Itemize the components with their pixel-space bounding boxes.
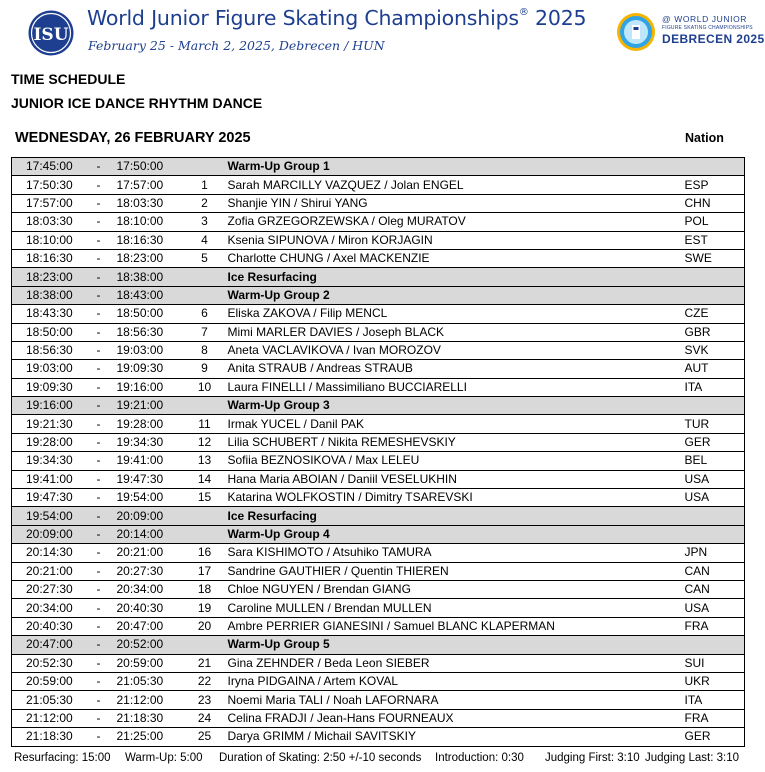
footer-judging-last: Judging Last: 3:10 [645, 752, 739, 764]
event-subtitle: February 25 - March 2, 2025, Debrecen / HUN [88, 38, 385, 53]
start-time: 18:56:30 [12, 341, 84, 359]
end-time: 18:03:30 [114, 194, 184, 212]
nation-code: TUR [681, 415, 745, 433]
nation-code: CAN [681, 580, 745, 598]
end-time: 19:47:30 [114, 470, 184, 488]
schedule-skater-row [12, 709, 745, 727]
start-time: 19:41:00 [12, 470, 84, 488]
end-time: 19:54:00 [114, 489, 184, 507]
time-separator: - [84, 341, 114, 359]
nation-code [681, 397, 745, 415]
start-time: 20:47:00 [12, 636, 84, 654]
starting-number: 4 [184, 231, 226, 249]
nation-code: UKR [681, 672, 745, 690]
starting-number: 16 [184, 544, 226, 562]
schedule-skater-row [12, 617, 745, 635]
nation-code: JPN [681, 544, 745, 562]
end-time: 18:10:00 [114, 213, 184, 231]
starting-number: 20 [184, 617, 226, 635]
nation-code: USA [681, 599, 745, 617]
nation-code: EST [681, 231, 745, 249]
time-separator: - [84, 158, 114, 176]
nation-code [681, 268, 745, 286]
schedule-skater-row [12, 305, 745, 323]
nation-code: AUT [681, 360, 745, 378]
time-separator: - [84, 617, 114, 635]
end-time: 20:14:00 [114, 525, 184, 543]
start-time: 17:45:00 [12, 158, 84, 176]
end-time: 18:43:00 [114, 286, 184, 304]
skater-names: Charlotte CHUNG / Axel MACKENZIE [226, 249, 681, 267]
time-separator: - [84, 489, 114, 507]
skater-names: Eliska ZAKOVA / Filip MENCL [226, 305, 681, 323]
time-separator: - [84, 452, 114, 470]
schedule-skater-row [12, 489, 745, 507]
footer-resurfacing: Resurfacing: 15:00 [14, 752, 111, 764]
time-separator: - [84, 672, 114, 690]
nation-code: CZE [681, 305, 745, 323]
championship-emblem-icon [616, 12, 656, 52]
skater-names: Irmak YUCEL / Danil PAK [226, 415, 681, 433]
skater-names: Sofiia BEZNOSIKOVA / Max LELEU [226, 452, 681, 470]
block-label: Warm-Up Group 2 [226, 286, 681, 304]
start-time: 20:40:30 [12, 617, 84, 635]
start-time: 18:10:00 [12, 231, 84, 249]
nation-code: SWE [681, 249, 745, 267]
start-time: 20:52:30 [12, 654, 84, 672]
time-separator: - [84, 709, 114, 727]
time-separator: - [84, 470, 114, 488]
nation-code: FRA [681, 617, 745, 635]
start-time: 19:09:30 [12, 378, 84, 396]
block-label: Warm-Up Group 5 [226, 636, 681, 654]
starting-number: 23 [184, 691, 226, 709]
starting-number: 5 [184, 249, 226, 267]
schedule-table [11, 157, 745, 747]
end-time: 21:12:00 [114, 691, 184, 709]
time-separator: - [84, 654, 114, 672]
starting-number: 18 [184, 580, 226, 598]
starting-number [184, 286, 226, 304]
time-separator: - [84, 507, 114, 525]
footer-introduction: Introduction: 0:30 [435, 752, 524, 764]
start-time: 20:59:00 [12, 672, 84, 690]
time-separator: - [84, 305, 114, 323]
end-time: 20:40:30 [114, 599, 184, 617]
schedule-skater-row [12, 544, 745, 562]
start-time: 18:38:00 [12, 286, 84, 304]
start-time: 21:05:30 [12, 691, 84, 709]
schedule-skater-row [12, 728, 745, 746]
time-separator: - [84, 323, 114, 341]
time-separator: - [84, 433, 114, 451]
skater-names: Hana Maria ABOIAN / Daniil VESELUKHIN [226, 470, 681, 488]
end-time: 19:41:00 [114, 452, 184, 470]
end-time: 21:05:30 [114, 672, 184, 690]
skater-names: Mimi MARLER DAVIES / Joseph BLACK [226, 323, 681, 341]
skater-names: Celina FRADJI / Jean-Hans FOURNEAUX [226, 709, 681, 727]
start-time: 19:03:00 [12, 360, 84, 378]
schedule-skater-row [12, 176, 745, 194]
starting-number [184, 397, 226, 415]
time-separator: - [84, 176, 114, 194]
end-time: 18:23:00 [114, 249, 184, 267]
skater-names: Anita STRAUB / Andreas STRAUB [226, 360, 681, 378]
skater-names: Shanjie YIN / Shirui YANG [226, 194, 681, 212]
skater-names: Laura FINELLI / Massimiliano BUCCIARELLI [226, 378, 681, 396]
skater-names: Darya GRIMM / Michail SAVITSKIY [226, 728, 681, 746]
footer-notes [0, 752, 753, 770]
svg-text:ISU: ISU [33, 25, 69, 45]
time-separator: - [84, 378, 114, 396]
starting-number: 24 [184, 709, 226, 727]
start-time: 19:28:00 [12, 433, 84, 451]
start-time: 20:09:00 [12, 525, 84, 543]
end-time: 19:03:00 [114, 341, 184, 359]
nation-code [681, 507, 745, 525]
nation-code: ITA [681, 691, 745, 709]
start-time: 20:34:00 [12, 599, 84, 617]
schedule-block-row [12, 397, 745, 415]
schedule-skater-row [12, 378, 745, 396]
nation-code: BEL [681, 452, 745, 470]
nation-code [681, 286, 745, 304]
start-time: 19:21:30 [12, 415, 84, 433]
start-time: 18:03:30 [12, 213, 84, 231]
document-subtitle: JUNIOR ICE DANCE RHYTHM DANCE [11, 95, 263, 111]
schedule-skater-row [12, 672, 745, 690]
schedule-block-row [12, 268, 745, 286]
schedule-skater-row [12, 194, 745, 212]
schedule-skater-row [12, 654, 745, 672]
time-separator: - [84, 636, 114, 654]
end-time: 17:50:00 [114, 158, 184, 176]
start-time: 18:23:00 [12, 268, 84, 286]
nation-code: CHN [681, 194, 745, 212]
nation-code: USA [681, 489, 745, 507]
skater-names: Noemi Maria TALI / Noah LAFORNARA [226, 691, 681, 709]
skater-names: Ambre PERRIER GIANESINI / Samuel BLANC KLAPERMAN [226, 617, 681, 635]
time-separator: - [84, 194, 114, 212]
starting-number [184, 268, 226, 286]
block-label: Warm-Up Group 4 [226, 525, 681, 543]
championship-logo-text: @ WORLD JUNIOR FIGURE SKATING CHAMPIONSHIPS DEBRECEN 2025 [662, 14, 765, 46]
time-separator: - [84, 213, 114, 231]
starting-number [184, 525, 226, 543]
nation-code: SUI [681, 654, 745, 672]
start-time: 18:50:00 [12, 323, 84, 341]
skater-names: Aneta VACLAVIKOVA / Ivan MOROZOV [226, 341, 681, 359]
skater-names: Ksenia SIPUNOVA / Miron KORJAGIN [226, 231, 681, 249]
nation-code: USA [681, 470, 745, 488]
nation-code [681, 158, 745, 176]
start-time: 19:47:30 [12, 489, 84, 507]
starting-number: 25 [184, 728, 226, 746]
schedule-block-row [12, 525, 745, 543]
nation-code: GBR [681, 323, 745, 341]
nation-code: ITA [681, 378, 745, 396]
end-time: 21:18:30 [114, 709, 184, 727]
end-time: 18:50:00 [114, 305, 184, 323]
starting-number [184, 636, 226, 654]
starting-number: 11 [184, 415, 226, 433]
footer-judging-first: Judging First: 3:10 [545, 752, 640, 764]
isu-logo [27, 9, 75, 57]
time-separator: - [84, 562, 114, 580]
document-title: TIME SCHEDULE [11, 71, 126, 87]
nation-code: SVK [681, 341, 745, 359]
skater-names: Sandrine GAUTHIER / Quentin THIEREN [226, 562, 681, 580]
start-time: 21:18:30 [12, 728, 84, 746]
schedule-block-row [12, 636, 745, 654]
schedule-skater-row [12, 213, 745, 231]
time-separator: - [84, 728, 114, 746]
time-separator: - [84, 231, 114, 249]
schedule-skater-row [12, 452, 745, 470]
skater-names: Caroline MULLEN / Brendan MULLEN [226, 599, 681, 617]
schedule-skater-row [12, 580, 745, 598]
start-time: 21:12:00 [12, 709, 84, 727]
time-separator: - [84, 691, 114, 709]
end-time: 19:09:30 [114, 360, 184, 378]
nation-code: ESP [681, 176, 745, 194]
end-time: 20:47:00 [114, 617, 184, 635]
nation-column-header: Nation [685, 131, 724, 145]
footer-warmup: Warm-Up: 5:00 [125, 752, 203, 764]
starting-number: 6 [184, 305, 226, 323]
event-title: World Junior Figure Skating Championships® 2025 [87, 6, 587, 30]
nation-code: FRA [681, 709, 745, 727]
end-time: 19:21:00 [114, 397, 184, 415]
starting-number: 19 [184, 599, 226, 617]
starting-number: 10 [184, 378, 226, 396]
end-time: 20:59:00 [114, 654, 184, 672]
start-time: 19:34:30 [12, 452, 84, 470]
end-time: 20:27:30 [114, 562, 184, 580]
start-time: 20:21:00 [12, 562, 84, 580]
starting-number: 2 [184, 194, 226, 212]
schedule-date: WEDNESDAY, 26 FEBRUARY 2025 [15, 130, 251, 146]
start-time: 17:50:30 [12, 176, 84, 194]
starting-number: 22 [184, 672, 226, 690]
starting-number: 17 [184, 562, 226, 580]
starting-number: 15 [184, 489, 226, 507]
skater-names: Zofia GRZEGORZEWSKA / Oleg MURATOV [226, 213, 681, 231]
schedule-skater-row [12, 691, 745, 709]
schedule-block-row [12, 286, 745, 304]
end-time: 19:16:00 [114, 378, 184, 396]
page-header [0, 0, 765, 62]
skater-names: Sara KISHIMOTO / Atsuhiko TAMURA [226, 544, 681, 562]
starting-number: 1 [184, 176, 226, 194]
time-separator: - [84, 268, 114, 286]
schedule-block-row [12, 158, 745, 176]
block-label: Ice Resurfacing [226, 507, 681, 525]
starting-number [184, 507, 226, 525]
nation-code: POL [681, 213, 745, 231]
time-separator: - [84, 544, 114, 562]
skater-names: Sarah MARCILLY VAZQUEZ / Jolan ENGEL [226, 176, 681, 194]
start-time: 20:27:30 [12, 580, 84, 598]
skater-names: Lilia SCHUBERT / Nikita REMESHEVSKIY [226, 433, 681, 451]
time-separator: - [84, 580, 114, 598]
starting-number: 13 [184, 452, 226, 470]
time-separator: - [84, 415, 114, 433]
schedule-skater-row [12, 249, 745, 267]
end-time: 20:34:00 [114, 580, 184, 598]
skater-names: Gina ZEHNDER / Beda Leon SIEBER [226, 654, 681, 672]
schedule-block-row [12, 507, 745, 525]
start-time: 18:43:30 [12, 305, 84, 323]
block-label: Ice Resurfacing [226, 268, 681, 286]
starting-number: 21 [184, 654, 226, 672]
end-time: 19:34:30 [114, 433, 184, 451]
skater-names: Chloe NGUYEN / Brendan GIANG [226, 580, 681, 598]
schedule-skater-row [12, 599, 745, 617]
time-separator: - [84, 525, 114, 543]
starting-number: 9 [184, 360, 226, 378]
nation-code: CAN [681, 562, 745, 580]
nation-code [681, 636, 745, 654]
schedule-skater-row [12, 323, 745, 341]
end-time: 18:56:30 [114, 323, 184, 341]
start-time: 18:16:30 [12, 249, 84, 267]
starting-number: 8 [184, 341, 226, 359]
end-time: 18:38:00 [114, 268, 184, 286]
block-label: Warm-Up Group 3 [226, 397, 681, 415]
end-time: 19:28:00 [114, 415, 184, 433]
starting-number: 3 [184, 213, 226, 231]
end-time: 20:52:00 [114, 636, 184, 654]
schedule-skater-row [12, 360, 745, 378]
block-label: Warm-Up Group 1 [226, 158, 681, 176]
end-time: 18:16:30 [114, 231, 184, 249]
end-time: 17:57:00 [114, 176, 184, 194]
time-separator: - [84, 286, 114, 304]
start-time: 20:14:30 [12, 544, 84, 562]
end-time: 20:09:00 [114, 507, 184, 525]
nation-code [681, 525, 745, 543]
schedule-skater-row [12, 231, 745, 249]
time-separator: - [84, 599, 114, 617]
schedule-skater-row [12, 415, 745, 433]
end-time: 21:25:00 [114, 728, 184, 746]
schedule-skater-row [12, 433, 745, 451]
schedule-skater-row [12, 562, 745, 580]
starting-number: 7 [184, 323, 226, 341]
starting-number: 12 [184, 433, 226, 451]
nation-code: GER [681, 433, 745, 451]
end-time: 20:21:00 [114, 544, 184, 562]
time-separator: - [84, 397, 114, 415]
time-separator: - [84, 249, 114, 267]
time-separator: - [84, 360, 114, 378]
start-time: 17:57:00 [12, 194, 84, 212]
starting-number: 14 [184, 470, 226, 488]
schedule-skater-row [12, 470, 745, 488]
skater-names: Iryna PIDGAINA / Artem KOVAL [226, 672, 681, 690]
skater-names: Katarina WOLFKOSTIN / Dimitry TSAREVSKI [226, 489, 681, 507]
footer-duration: Duration of Skating: 2:50 +/-10 seconds [219, 752, 422, 764]
schedule-skater-row [12, 341, 745, 359]
starting-number [184, 158, 226, 176]
start-time: 19:16:00 [12, 397, 84, 415]
start-time: 19:54:00 [12, 507, 84, 525]
nation-code: GER [681, 728, 745, 746]
